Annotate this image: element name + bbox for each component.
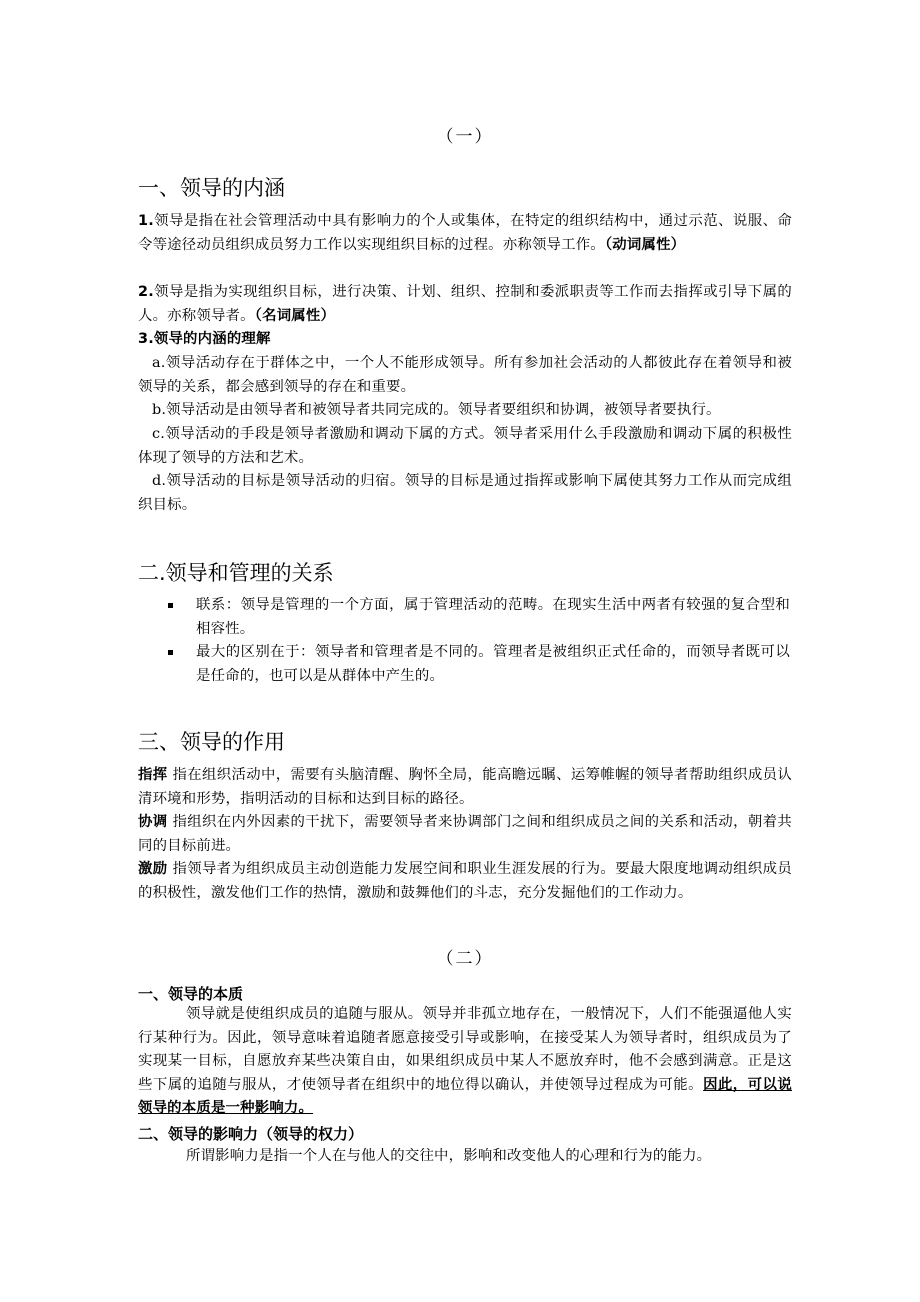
verb-attribute-tag: （动词属性） [604,236,686,253]
essence-paragraph [138,1003,792,1121]
part-two-title: （二） [436,949,494,969]
role-term: 激励 [138,861,168,877]
square-bullet-icon [168,603,173,608]
role-paragraph-motivate [138,858,792,905]
essence-conclusion: 因此，可以说领导的本质是一种影响力。 [138,1076,793,1116]
role-text: 指领导者为组织成员主动创造能力发展空间和职业生涯发展的行为。要最大限度地调动组织成员的积极性，激发他们工作的热情，激励和鼓舞他们的斗志，充分发掘他们的工作动力。 [138,861,792,901]
square-bullet-icon [168,650,173,655]
essence-text: 领导就是使组织成员的追随与服从。领导并非孤立地存在，一般情况下，人们不能强逼他人实行某种行为。因此，领导意味着追随者愿意接受引导或影响，在接受某人为领导者时，组织成员为了实现某一目标，自愿放弃某些决策自由，如果组织成员中某人不愿放弃时，他不会感到满意。正是这些下属的追随与服从，才使领导者在组织中的地位得以确认，并使领导过程成为可能。 [138,1006,792,1093]
paragraph-text: 领导是指为实现组织目标，进行决策、计划、组织、控制和委派职责等工作而去指挥或引导下属的人。亦称领导者。 [138,284,792,324]
role-term: 协调 [138,814,168,830]
section-heading-leadership-connotation: 一、领导的内涵 [138,176,285,200]
paragraph-number: 1. [138,213,154,229]
understanding-item-a: a.领导活动存在于群体之中，一个人不能形成领导。所有参加社会活动的人都彼此存在着领导和被领导的关系，都会感到领导的存在和重要。 [138,355,792,395]
influence-paragraph: 所谓影响力是指一个人在与他人的交往中，影响和改变他人的心理和行为的能力。 [186,1148,712,1164]
understanding-item-d: d.领导活动的目标是领导活动的归宿。领导的目标是通过指挥或影响下属使其努力工作从而完成组织目标。 [138,473,792,513]
bullet-item-difference [168,641,790,688]
section-heading-leadership-essence: 一、领导的本质 [138,985,244,1003]
section-heading-leadership-management: 二.领导和管理的关系 [138,561,334,585]
paragraph-text: 领导是指在社会管理活动中具有影响力的个人或集体，在特定的组织结构中，通过示范、说服、命令等途径动员组织成员努力工作以实现组织目标的过程。亦称领导工作。 [138,213,792,253]
role-term: 指挥 [138,767,168,783]
definition-paragraph-2 [138,281,792,328]
section-heading-leadership-role: 三、领导的作用 [138,730,285,754]
noun-attribute-tag: （名词属性） [254,307,336,324]
section-heading-leadership-influence: 二、领导的影响力（领导的权力） [138,1125,364,1143]
role-text: 指在组织活动中，需要有头脑清醒、胸怀全局，能高瞻远瞩、运筹帷幄的领导者帮助组织成员认清环境和形势，指明活动的目标和达到目标的路径。 [138,767,792,807]
role-paragraph-command [138,764,792,811]
part-one-title: （一） [436,127,494,147]
bullet-text: 联系：领导是管理的一个方面，属于管理活动的范畴。在现实生活中两者有较强的复合型和相容性。 [196,597,790,637]
understanding-item-c: c.领导活动的手段是领导者激励和调动下属的方式。领导者采用什么手段激励和调动下属的积极性体现了领导的方法和艺术。 [138,426,792,466]
understanding-heading: 3.领导的内涵的理解 [138,331,271,347]
bullet-item-connection [168,594,790,641]
role-paragraph-coordinate [138,811,792,858]
paragraph-number: 2. [138,284,154,300]
bullet-text: 最大的区别在于：领导者和管理者是不同的。管理者是被组织正式任命的，而领导者既可以是任命的，也可以是从群体中产生的。 [196,644,790,684]
understanding-item-b: b.领导活动是由领导者和被领导者共同完成的。领导者要组织和协调，被领导者要执行。 [152,402,721,418]
role-text: 指组织在内外因素的干扰下，需要领导者来协调部门之间和组织成员之间的关系和活动，朝着共同的目标前进。 [138,814,792,854]
definition-paragraph-1 [138,210,792,257]
relationship-bullet-list [168,594,790,688]
